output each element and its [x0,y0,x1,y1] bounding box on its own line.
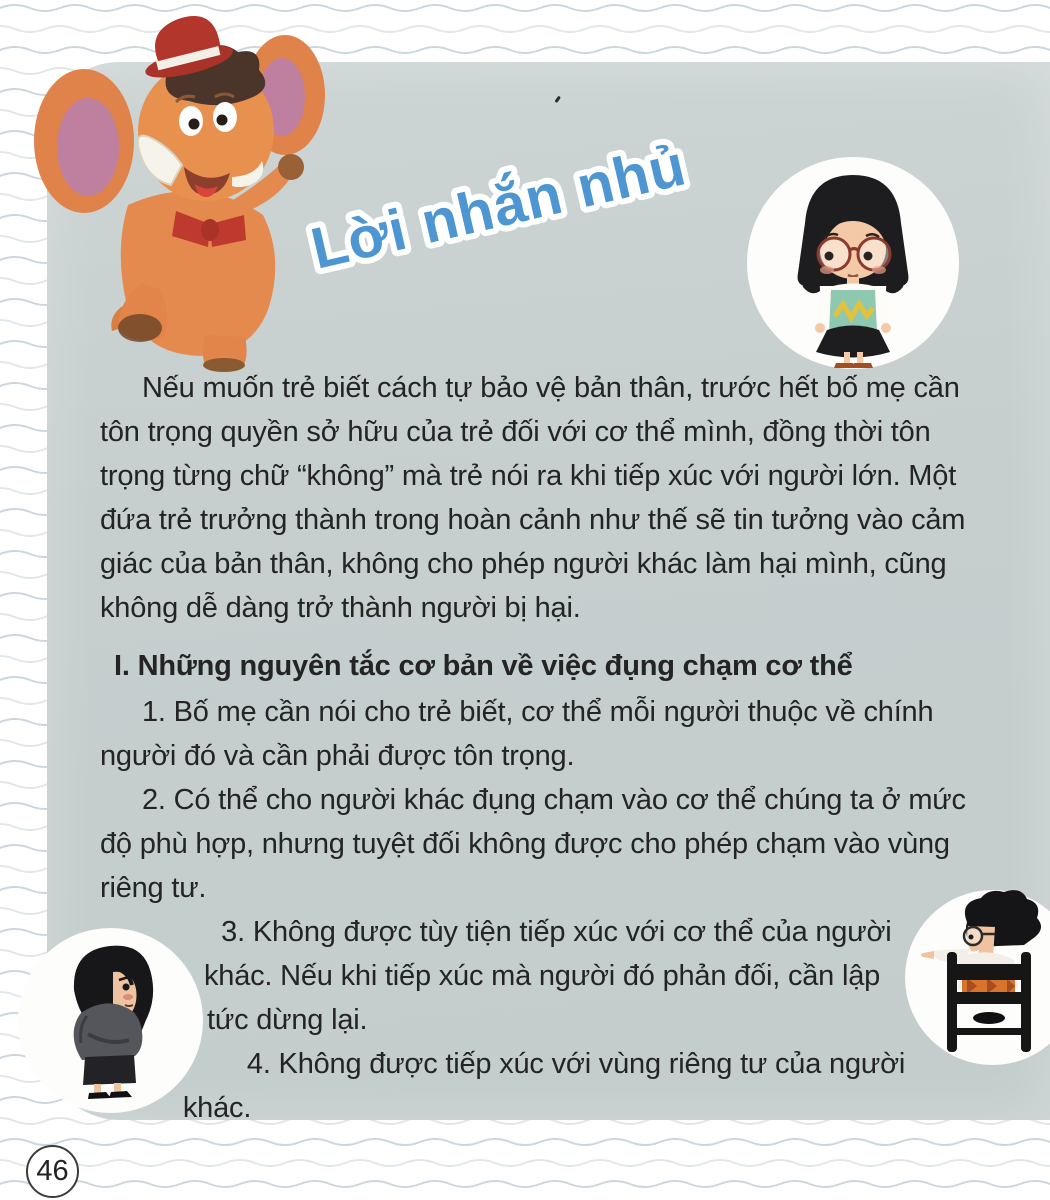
page-number: 46 [36,1155,69,1187]
rules-wrap-section [100,910,968,1130]
rule-item-2: 2. Có thể cho người khác đụng chạm vào cơ thể chúng ta ở mức độ phù hợp, nhưng tuyệt đối không được cho phép chạm vào vùng riêng tư. [100,784,966,904]
section-heading: I. Những nguyên tắc cơ bản về việc đụng chạm cơ thể [114,650,853,682]
rule-item-4: 4. Không được tiếp xúc với vùng riêng tư của người khác. [182,1048,906,1124]
girl-glasses-lens [858,238,890,270]
mammoth-eye [217,115,228,126]
page-title-text: Lời nhắn nhủ [305,132,692,282]
girl-glasses-circle [747,157,959,369]
rule-item-1: 1. Bố mẹ cần nói cho trẻ biết, cơ thể mỗi người thuộc về chính người đó và cần phải được tôn trọng. [100,696,934,772]
mammoth-eye [189,119,200,130]
page-number-badge [26,1145,79,1198]
intro-paragraph: Nếu muốn trẻ biết cách tự bảo vệ bản thân, trước hết bố mẹ cần tôn trọng quyền sở hữu của trẻ đối với cơ thể mình, đồng thời tôn trọng từng chữ “không” mà trẻ nói ra khi tiếp xúc với người lớn. Một đứa trẻ trưởng thành trong hoàn cảnh như thế sẽ tin tưởng vào cảm giác của bản thân, không cho phép người khác làm hại mình, cũng không dễ dàng trở thành người bị hại. [100,372,966,624]
girl-glasses-lens [818,238,850,270]
girl-with-glasses-illustration [747,157,959,369]
girl-skirt [816,326,890,358]
text-content [100,366,968,1130]
page-title [288,128,718,293]
rule-item-3: 3. Không được tùy tiện tiếp xúc với cơ thể của người khác. Nếu khi tiếp xúc mà người đó phản đối, cần lập tức dừng lại. [203,916,892,1036]
boy-shoe [973,1012,1005,1024]
